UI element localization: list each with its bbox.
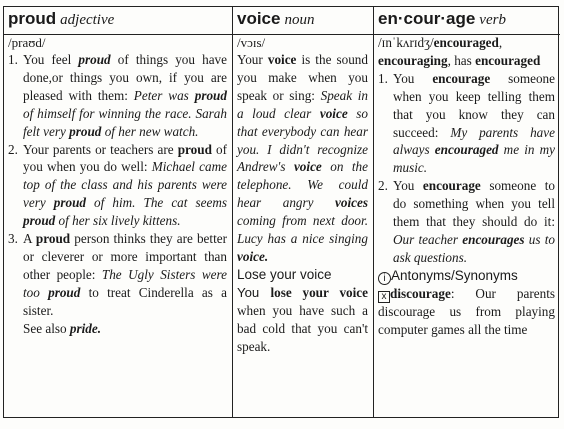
text-run: us to ask questions. [393,231,555,265]
text-run: encouraged [434,142,499,158]
entry-voice [232,6,373,418]
sense-item [8,51,227,141]
sense-number: 2. [8,141,18,157]
sense-item [8,141,227,231]
text-run: encouraging [378,52,448,68]
text-run: proud [23,213,56,229]
text-run: when you have such a bad cold that you can't speak. [237,302,368,354]
see-also-prefix: See also [23,320,70,336]
sense-text [23,230,227,320]
text-run: voice [319,105,348,121]
text-run: of himself for winning the race. Sarah felt very [23,105,227,139]
text-run: lose your voice [270,284,368,300]
text-run: is the sound you make when you speak or sing: [237,52,368,103]
sense-item [378,177,555,267]
text-run: encouraged [475,52,541,68]
text-run: /ɪnˈkʌrɪdʒ/ [378,35,434,50]
sense-item [378,70,555,177]
entry-encourage [373,6,560,418]
pronunciation-and-forms [378,34,555,70]
text-run: Peter was [133,87,195,103]
text-run: encourage [432,70,491,86]
text-run: coming from next door. Lucy has a nice singing [237,213,368,247]
text-run: , has [447,52,476,68]
text-run: of her six lively kittens. [55,213,181,229]
phrase-definition [237,284,368,356]
sense-item [8,230,227,320]
text-run: A [23,231,36,247]
phrase-heading: Lose your voice [237,266,332,282]
sense-text [393,70,555,177]
text-run: You [237,284,271,300]
sense-text [23,51,227,141]
text-run: encouraged [433,35,499,50]
part-of-speech: adjective [60,12,115,28]
text-run: of you when you do well: [23,141,227,175]
text-run: proud [69,123,102,139]
definition [237,51,368,266]
sense-number: 2. [378,178,388,194]
sense-list [378,70,555,267]
text-run: Our teacher [393,231,463,247]
text-run: proud [35,231,71,247]
text-run: of her new watch. [101,123,199,139]
pronunciation: /vɔɪs/ [237,35,266,50]
text-run: Your [237,52,268,67]
text-run: voice [293,159,322,175]
text-run: proud [194,87,227,103]
headword: en·cour·age [378,9,476,28]
x-box-icon: x [378,291,390,303]
text-run: proud [53,195,86,211]
text-run: The Ugly Sisters were too [23,266,227,300]
text-run: of things you have done,or things you own, if you are pleased with them: [23,52,228,103]
text-run: proud [48,284,81,300]
text-run: so that everybody can hear you. I didn't recognize Andrew's [237,105,368,175]
text-run: You [393,178,423,194]
pronunciation: /praʊd/ [8,35,46,50]
text-run: proud [177,141,212,157]
text-run: Michael came top of the class and his parents were very [23,159,228,211]
text-run: My parents have always [393,124,555,158]
part-of-speech: verb [479,12,506,28]
antonym-entry [378,285,555,339]
see-also [8,320,227,338]
entry-proud [3,6,232,418]
headword: proud [8,9,57,28]
antonyms-synonyms-heading [378,267,555,285]
sense-text [393,177,555,267]
text-run: You [393,70,433,86]
text-run: voice [267,52,297,67]
text-run: voice. [237,248,269,264]
text-run: on the telephone. We could hear angry [237,159,368,211]
text-run: Your parents or teachers are [23,141,178,157]
part-of-speech: noun [284,12,315,28]
text-run: me in my music. [393,142,555,176]
sense-list [8,51,227,320]
text-run: of him. The cat seems [86,195,227,211]
text-run: person thinks they are better or cleverer or more important than other people: [23,231,227,282]
see-also-link: pride. [69,320,102,336]
text-run: Speak in a loud clear [237,87,368,121]
antonym-text [378,286,555,337]
text-run: voices [335,195,368,211]
text-run: You feel [23,52,79,67]
entry-header [378,6,555,34]
entry-header [237,6,368,34]
headword: voice [237,9,281,28]
text-run: discourage [390,285,451,301]
text-run: encourage [422,178,481,194]
text-run: : Our parents discourage us from playing computer games all the time [378,285,555,337]
text-run: encourages [462,231,525,247]
info-circle-icon: i [378,272,391,285]
text-run: , [498,35,503,50]
sense-number: 1. [378,70,388,86]
text-run: someone when you keep telling them that you know they can succeed: [393,70,555,140]
text-run: proud [78,52,111,67]
sense-number: 1. [8,52,18,67]
sense-number: 3. [8,231,18,247]
text-run: to treat Cinderella as a sister. [23,284,227,318]
text-run: someone to do something when you tell them that they should do it: [393,178,555,230]
sense-text [23,141,227,231]
entry-header [8,6,227,34]
antonyms-label: Antonyms/Synonyms [391,267,518,283]
